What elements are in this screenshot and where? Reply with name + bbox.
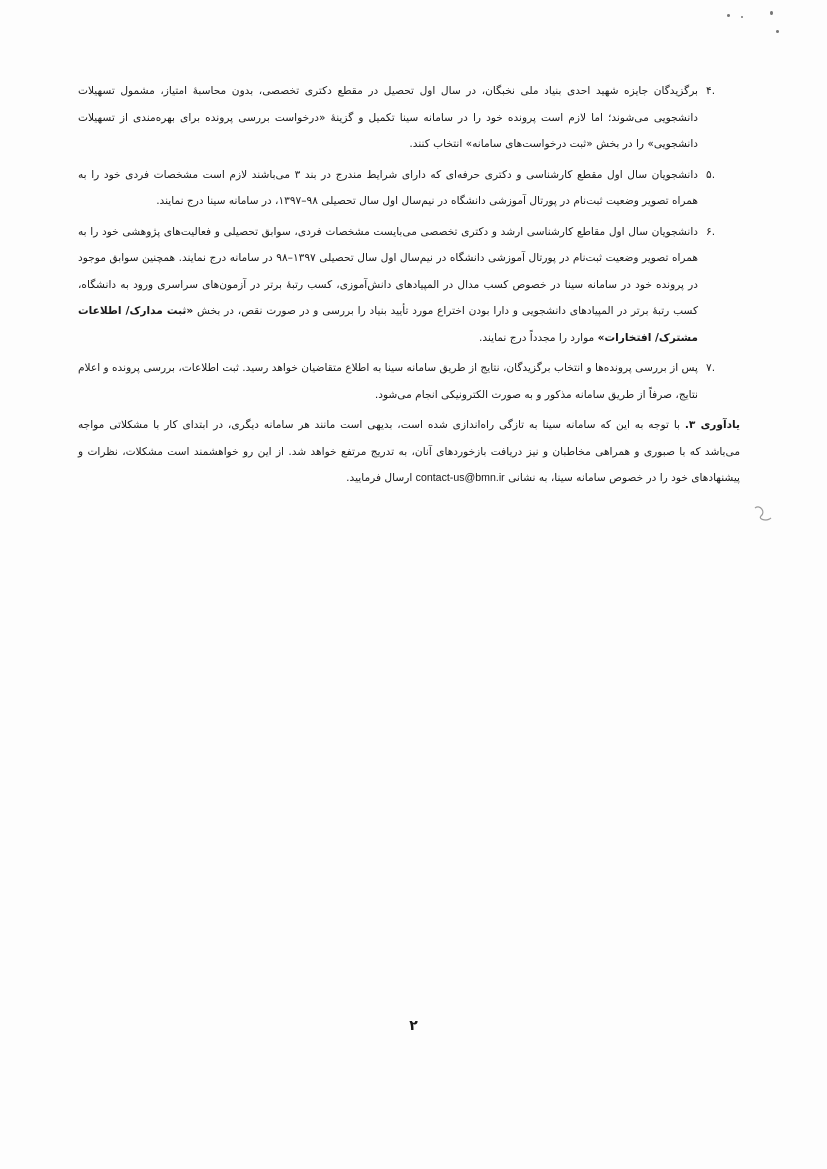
- item-text: برگزیدگان جایزه شهید احدی بنیاد ملی نخبگان، در سال اول تحصیل در مقطع دکتری تخصصی، بدون محاسبهٔ امتیاز، مشمول تسهیلات دانشجویی می‌شوند؛ اما لازم است پرونده خود را در سامانه سینا تکمیل و گزینهٔ «درخواست بررسی پرونده برای بهره‌مندی از تسهیلات دانشجویی» را در بخش «ثبت درخواست‌های سامانه» انتخاب کنند.: [78, 85, 698, 150]
- note-text: با توجه به این که سامانه سینا به تازگی راه‌اندازی شده است، بدیهی است مانند هر سامانه دیگری، در ابتدای کار با مشکلاتی مواجه می‌باشد که با صبوری و همراهی مخاطبان و نیز دریافت بازخوردهای آنان، به تدریج مرتفع خواهد شد. از این رو خواهشمند است مشکلات، نظرات و پیشنهادهای خود را در خصوص سامانه سینا، به نشانی: [78, 419, 740, 484]
- item-text: موارد را مجدداً درج نمایند.: [479, 331, 598, 344]
- scan-speck: [770, 11, 773, 15]
- item-number: ۵.: [706, 168, 716, 181]
- page-number: ۲: [409, 1018, 418, 1034]
- item-text: دانشجویان سال اول مقاطع کارشناسی ارشد و دکتری تخصصی می‌بایست مشخصات فردی، سوابق تحصیلی و فعالیت‌های پژوهشی خود را به همراه تصویر وضعیت ثبت‌نام در پورتال آموزشی دانشگاه در نیم‌سال اول سال تحصیلی ۱۳۹۷–۹۸ در سامانه درج نمایند. همچنین سوابق موجود در پرونده خود در سامانه سینا در خصوص کسب مدال در المپیادهای دانش‌آموزی، کسب رتبهٔ برتر در آزمون‌های سراسری ورود به دانشگاه، کسب رتبهٔ برتر در المپیادهای دانشجویی و دارا بودن اختراع مورد تأیید بنیاد را بررسی و در صورت نقص، در بخش: [78, 225, 698, 317]
- note-label: یادآوری ۳.: [684, 419, 741, 431]
- scan-speck: [776, 30, 779, 33]
- list-item: [78, 219, 716, 352]
- item-number: ۷.: [706, 362, 716, 374]
- list-item: [78, 355, 716, 408]
- contact-email: contact-us@bmn.ir: [415, 472, 505, 484]
- item-text: پس از بررسی پرونده‌ها و انتخاب برگزیدگان، نتایج از طریق سامانه سینا به اطلاع متقاضیان خواهد رسید. ثبت اطلاعات، بررسی پرونده و اعلام نتایج، صرفاً از طریق سامانه مذکور و به صورت الکترونیکی انجام می‌شود.: [78, 362, 698, 401]
- note-text: ارسال فرمایید.: [346, 472, 416, 484]
- list-item: [78, 78, 716, 158]
- ink-mark-icon: [752, 502, 774, 524]
- item-number: ۶.: [706, 225, 716, 238]
- document-body: [78, 78, 741, 492]
- item-text-bold: «ثبت مدارک/ اطلاعات مشترک/ افتخارات»: [78, 305, 698, 344]
- reminder-note: [78, 412, 740, 492]
- scan-speck: [741, 16, 743, 18]
- item-text: دانشجویان سال اول مقطع کارشناسی و دکتری حرفه‌ای که دارای شرایط مندرج در بند ۳ می‌باشند لازم است مشخصات فردی خود را به همراه تصویر وضعیت ثبت‌نام در پورتال آموزشی دانشگاه در نیم‌سال اول سال تحصیلی ۹۸–۱۳۹۷، در سامانه سینا درج نمایند.: [78, 168, 699, 207]
- scan-speck: [727, 14, 730, 17]
- list-item: [78, 162, 716, 215]
- item-number: ۴.: [706, 85, 716, 97]
